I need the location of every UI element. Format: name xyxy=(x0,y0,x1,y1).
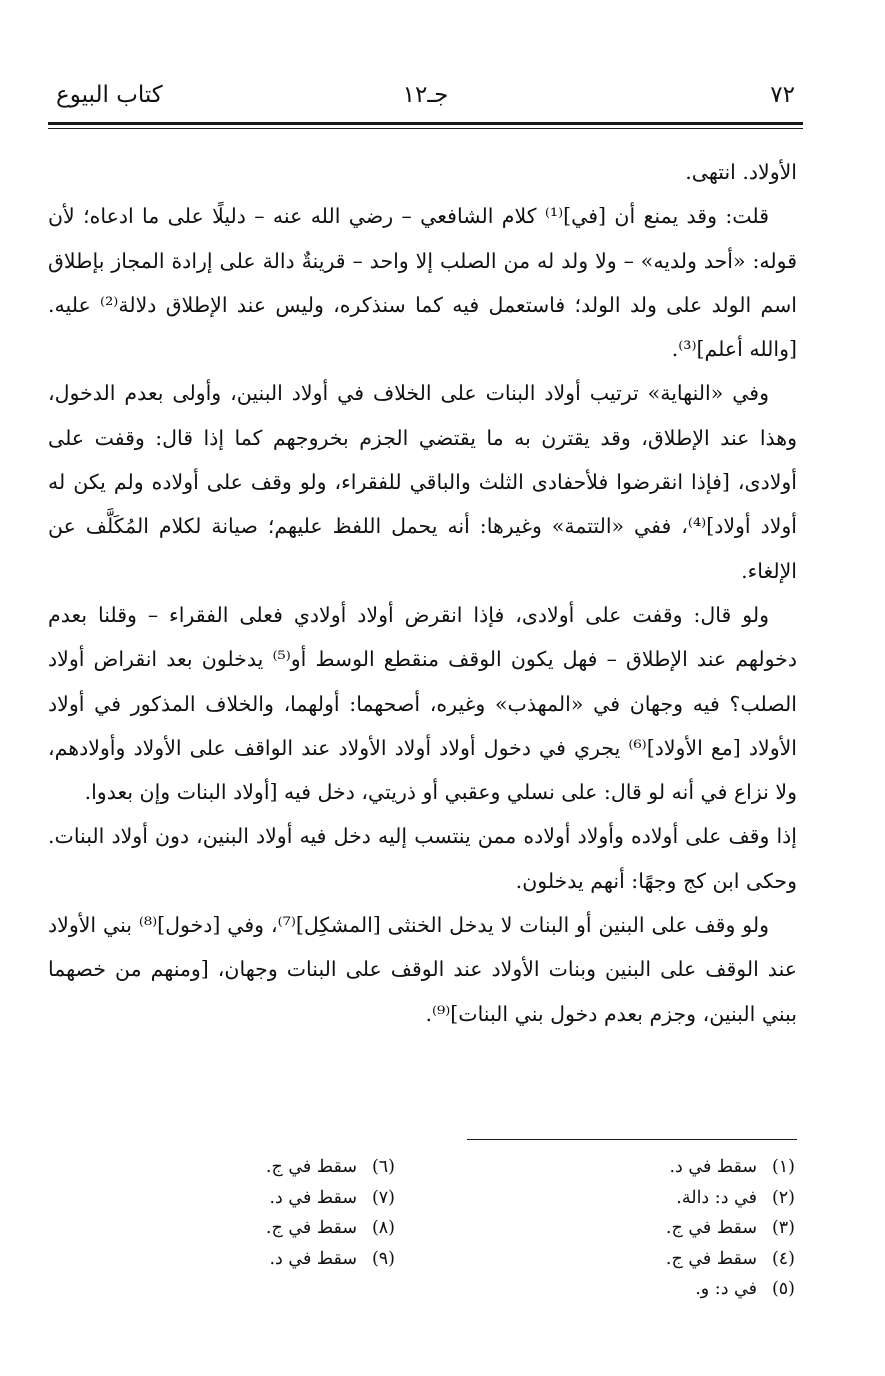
paragraph: الأولاد. انتهى. xyxy=(685,160,797,184)
footnote-text: في د: دالة. xyxy=(676,1187,757,1208)
footnote-number: (٤) xyxy=(771,1248,795,1269)
footnote-separator xyxy=(467,1139,797,1140)
footnote-text: سقط في د. xyxy=(669,1157,757,1177)
footnote-number: (٧) xyxy=(371,1187,395,1208)
book-title: كتاب البيوع xyxy=(56,82,163,108)
footnote-text: في د: و. xyxy=(695,1279,757,1299)
footnote-number: (٣) xyxy=(771,1218,795,1238)
paragraph: ولو قال: وقفت على أولادى، فإذا انقرض أولاد أولادي فعلى الفقراء – وقلنا بعدم دخولهم عند الإطلاق – فهل يكون الوقف منقطع الوسط أو⁽⁵⁾ يدخلون بعد انقراض أولاد الصلب؟ فيه وجهان في «المهذب» وغيره، أصحهما: أولهما، والخلاف المذكور في أولاد الأولاد [مع الأولاد]⁽⁶⁾ يجري في دخول أولاد أولاد الأولاد عند الواقف على الأولاد وأولادهم، ولا نزاع في أنه لو قال: على نسلي وعقبي أو ذريتي، دخل فيه [أولاد البنات وإن بعدوا. xyxy=(48,602,797,805)
page-number: ٧٢ xyxy=(770,82,795,108)
footnote-text: سقط في ج. xyxy=(665,1218,757,1238)
footnotes-right-column xyxy=(595,1152,795,1305)
footnote-number: (٦) xyxy=(371,1157,395,1177)
footnote-item xyxy=(195,1183,395,1214)
footnote-number: (٩) xyxy=(371,1248,395,1269)
footnote-item xyxy=(595,1152,795,1183)
footnote-text: سقط في ج. xyxy=(665,1248,757,1269)
paragraph: ولو وقف على البنين أو البنات لا يدخل الخنثى [المشكِل]⁽⁷⁾، وفي [دخول]⁽⁸⁾ بني الأولاد عند الوقف على البنين وبنات الأولاد عند الوقف على البنات وجهان، [ومنهم من خصهما ببني البنين، وجزم بعدم دخول بني البنات]⁽⁹⁾. xyxy=(48,913,797,1026)
footnotes-left-column xyxy=(195,1152,395,1274)
volume-label: جـ١٢ xyxy=(402,82,449,108)
paragraph: وفي «النهاية» ترتيب أولاد البنات على الخلاف في أولاد البنين، وأولى بعدم الدخول، وهذا عند الإطلاق، وقد يقترن به ما يقتضي الجزم بخروجهم كما إذا قال: وقفت على أولادى، [فإذا انقرضوا فلأحفادى الثلث والباقي للفقراء، ولو وقف على أولاده ولم يكن له أولاد أولاد]⁽⁴⁾، ففي «التتمة» وغيرها: أنه يحمل اللفظ عليهم؛ صيانة لكلام المُكَلَّف عن الإلغاء. xyxy=(48,381,797,583)
footnote-item xyxy=(195,1244,395,1275)
paragraph: قلت: وقد يمنع أن [في]⁽¹⁾ كلام الشافعي – رضي الله عنه – دليلًا على ما ادعاه؛ لأن قوله: «أحد ولديه» – ولا ولد له من الصلب إلا واحد – قرينةٌ دالة على إرادة المجاز بإطلاق اسم الولد على ولد الولد؛ فاستعمل فيه كما سنذكره، وليس عند الإطلاق دلالة⁽²⁾ عليه. [والله أعلم]⁽³⁾. xyxy=(48,204,797,362)
footnote-number: (٨) xyxy=(371,1218,395,1238)
footnote-number: (٥) xyxy=(771,1279,795,1299)
footnote-text: سقط في ج. xyxy=(265,1157,357,1177)
footnote-text: سقط في د. xyxy=(269,1187,357,1208)
footnote-item xyxy=(595,1274,795,1305)
main-text xyxy=(48,150,797,1036)
footnote-item xyxy=(595,1244,795,1275)
page-header xyxy=(48,82,803,118)
header-rule-thick xyxy=(48,122,803,125)
footnote-number: (٢) xyxy=(771,1187,795,1208)
header-rule-thin xyxy=(48,128,803,129)
footnote-item xyxy=(195,1152,395,1183)
footnote-text: سقط في ج. xyxy=(265,1218,357,1238)
footnote-number: (١) xyxy=(771,1157,795,1177)
footnote-item xyxy=(595,1183,795,1214)
footnote-item xyxy=(595,1213,795,1244)
footnote-item xyxy=(195,1213,395,1244)
footnote-text: سقط في د. xyxy=(269,1248,357,1269)
paragraph: إذا وقف على أولاده وأولاد أولاده ممن ينتسب إليه دخل فيه أولاد البنين، دون أولاد البنات. وحكى ابن كج وجهًا: أنهم يدخلون. xyxy=(48,824,797,893)
